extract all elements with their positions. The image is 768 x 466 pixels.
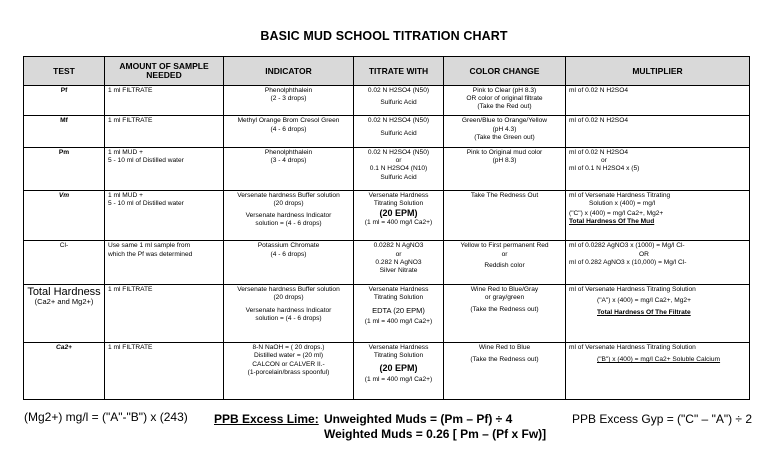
test-mf: Mf <box>24 116 105 148</box>
color-cell: Wine Red to Blue (Take the Redness out) <box>444 343 566 400</box>
multiplier-cell: ml of 0.02 N H2SO4 <box>566 116 750 148</box>
multiplier-cell: ml of Versenate Hardness Titrating Solution x (400) = mg/l ("C") x (400) = mg/l Ca2+, Mg2+ Total Hardness Of The Mud <box>566 190 750 241</box>
chart-title: BASIC MUD SCHOOL TITRATION CHART <box>260 29 508 43</box>
ppb-excess-gyp-formula: PPB Excess Gyp = ("C" – "A") ÷ 2 <box>572 412 753 426</box>
table-row <box>24 86 750 116</box>
header-sample: AMOUNT OF SAMPLE NEEDED <box>105 57 224 86</box>
unweighted-muds-formula: Unweighted Muds = (Pm – Pf) ÷ 4 <box>324 412 513 426</box>
header-test: TEST <box>24 57 105 86</box>
test-ca: Ca2+ <box>24 343 105 400</box>
sample-cell: 1 ml FILTRATE <box>105 86 224 116</box>
multiplier-cell: ml of 0.0282 AgNO3 x (1000) = Mg/l Cl- OR ml of 0.282 AgNO3 x (10,000) = Mg/l Cl- <box>566 241 750 285</box>
weighted-muds-formula: Weighted Muds = 0.26 [ Pm – (Pf x Fw)] <box>324 427 547 441</box>
table-row <box>24 116 750 148</box>
table-row <box>24 147 750 190</box>
table-row <box>24 241 750 285</box>
header-row <box>24 57 750 86</box>
indicator-cell: Phenolphthalein (2 - 3 drops) <box>224 86 354 116</box>
titrate-cell: 0.02 N H2SO4 (N50) or 0.1 N H2SO4 (N10) Sulfuric Acid <box>354 147 444 190</box>
sample-cell: 1 ml FILTRATE <box>105 285 224 343</box>
header-multiplier: MULTIPLIER <box>566 57 750 86</box>
ppb-excess-lime-label: PPB Excess Lime: <box>214 412 319 426</box>
test-total-hardness: Total Hardness (Ca2+ and Mg2+) <box>24 285 105 343</box>
titrate-cell: Versenate Hardness Titrating Solution (20 EPM) (1 ml = 400 mg/l Ca2+) <box>354 343 444 400</box>
color-cell: Wine Red to Blue/Gray or gray/green (Take the Redness out) <box>444 285 566 343</box>
table-row <box>24 190 750 241</box>
sample-cell: Use same 1 ml sample from which the Pf was determined <box>105 241 224 285</box>
test-pm: Pm <box>24 147 105 190</box>
multiplier-cell: ml of 0.02 N H2SO4 <box>566 86 750 116</box>
header-indicator: INDICATOR <box>224 57 354 86</box>
titration-table <box>23 56 750 400</box>
sample-cell: 1 ml FILTRATE <box>105 116 224 148</box>
sample-cell: 1 ml FILTRATE <box>105 343 224 400</box>
test-pf: Pf <box>24 86 105 116</box>
multiplier-cell: ml of Versenate Hardness Titrating Solution ("A") x (400) = mg/l Ca2+, Mg2+ Total Hardness Of The Filtrate <box>566 285 750 343</box>
indicator-cell: Potassium Chromate (4 - 6 drops) <box>224 241 354 285</box>
color-cell: Yellow to First permanent Red or Reddish color <box>444 241 566 285</box>
sample-cell: 1 ml MUD + 5 - 10 ml of Distilled water <box>105 147 224 190</box>
header-color: COLOR CHANGE <box>444 57 566 86</box>
titrate-cell: Versenate Hardness Titrating Solution EDTA (20 EPM) (1 ml = 400 mg/l Ca2+) <box>354 285 444 343</box>
header-titrate: TITRATE WITH <box>354 57 444 86</box>
table-row <box>24 285 750 343</box>
sample-cell: 1 ml MUD + 5 - 10 ml of Distilled water <box>105 190 224 241</box>
indicator-cell: Versenate hardness Buffer solution (20 drops) Versenate hardness Indicator solution = (4 - 6 drops) <box>224 190 354 241</box>
multiplier-cell: ml of Versenate Hardness Titrating Solution ("B") x (400) = mg/l Ca2+ Soluble Calcium <box>566 343 750 400</box>
table-row <box>24 343 750 400</box>
multiplier-cell: ml of 0.02 N H2SO4 or ml of 0.1 N H2SO4 x (5) <box>566 147 750 190</box>
test-vm: Vm <box>24 190 105 241</box>
color-cell: Take The Redness Out <box>444 190 566 241</box>
titrate-cell: 0.02 N H2SO4 (N50) Sulfuric Acid <box>354 116 444 148</box>
indicator-cell: 8-N NaOH = ( 20 drops.) Distilled water = (20 ml) CALCON or CALVER II.- (1-porcelain/brass spoonful) <box>224 343 354 400</box>
test-cl: Cl- <box>24 241 105 285</box>
titrate-cell: 0.0282 N AgNO3 or 0.282 N AgNO3 Silver Nitrate <box>354 241 444 285</box>
titrate-cell: 0.02 N H2SO4 (N50) Sulfuric Acid <box>354 86 444 116</box>
color-cell: Pink to Original mud color (pH 8.3) <box>444 147 566 190</box>
mg-formula: (Mg2+) mg/l = ("A"-"B") x (243) <box>24 410 188 424</box>
indicator-cell: Phenolphthalein (3 - 4 drops) <box>224 147 354 190</box>
color-cell: Green/Blue to Orange/Yellow (pH 4.3) (Take the Green out) <box>444 116 566 148</box>
color-cell: Pink to Clear (pH 8.3) OR color of original filtrate (Take the Red out) <box>444 86 566 116</box>
titrate-cell: Versenate Hardness Titrating Solution (20 EPM) (1 ml = 400 mg/l Ca2+) <box>354 190 444 241</box>
indicator-cell: Methyl Orange Brom Cresol Green (4 - 6 drops) <box>224 116 354 148</box>
indicator-cell: Versenate hardness Buffer solution (20 drops) Versenate hardness Indicator solution = (4 - 6 drops) <box>224 285 354 343</box>
